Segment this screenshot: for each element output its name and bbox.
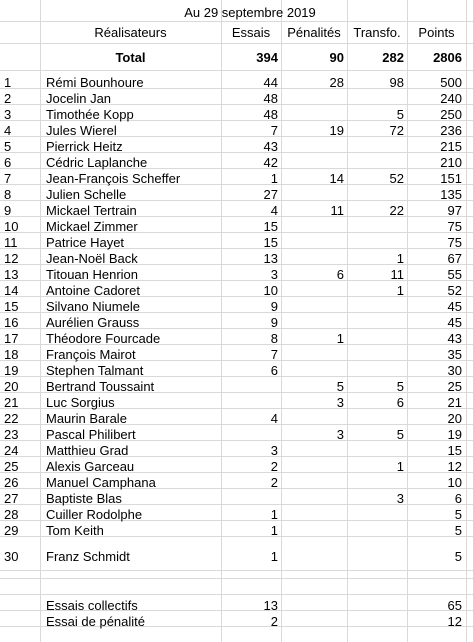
row-cell-penalites[interactable]: 11	[330, 203, 344, 218]
row-cell-transfo[interactable]: 5	[396, 379, 404, 394]
grid-column-line	[40, 0, 41, 642]
row-cell-points[interactable]: 210	[440, 155, 462, 170]
grid-row-line	[0, 70, 473, 71]
row-cell-name[interactable]: Bertrand Toussaint	[46, 379, 155, 394]
row-cell-rank[interactable]: 29	[4, 523, 19, 538]
row-cell-transfo[interactable]: 52	[389, 171, 404, 186]
row-cell-essais[interactable]: 42	[263, 155, 278, 170]
row-cell-name[interactable]: Aurélien Grauss	[46, 315, 140, 330]
row-cell-essais[interactable]: 1	[270, 171, 278, 186]
row-cell-transfo[interactable]: 5	[396, 427, 404, 442]
row-cell-name[interactable]: Manuel Camphana	[46, 475, 156, 490]
row-cell-essais[interactable]: 7	[270, 347, 278, 362]
row-cell-points[interactable]: 43	[447, 331, 462, 346]
row-cell-essais[interactable]: 2	[270, 459, 278, 474]
row-cell-rank[interactable]: 14	[4, 283, 19, 298]
row-cell-essais[interactable]: 1	[270, 507, 278, 522]
row-cell-essais[interactable]: 44	[263, 75, 278, 90]
footer-cell-name[interactable]: Essai de pénalité	[46, 614, 146, 629]
row-cell-transfo[interactable]: 1	[396, 283, 404, 298]
row-cell-points[interactable]: 500	[440, 75, 462, 90]
grid-row-line	[0, 594, 473, 595]
row-cell-points[interactable]: 15	[447, 443, 462, 458]
total-label[interactable]: Total	[115, 50, 146, 65]
row-cell-name[interactable]: Stephen Talmant	[46, 363, 144, 378]
footer-cell-points[interactable]: 12	[447, 614, 462, 629]
header-essais[interactable]: Essais	[231, 25, 271, 40]
row-cell-points[interactable]: 25	[447, 379, 462, 394]
row-cell-essais[interactable]: 13	[263, 251, 278, 266]
total-transfo[interactable]: 282	[382, 50, 404, 65]
row-cell-rank[interactable]: 23	[4, 427, 19, 442]
row-cell-name[interactable]: Antoine Cadoret	[46, 283, 140, 298]
row-cell-name[interactable]: Rémi Bounhoure	[46, 75, 144, 90]
row-cell-rank[interactable]: 3	[4, 107, 12, 122]
row-cell-points[interactable]: 236	[440, 123, 462, 138]
row-cell-essais[interactable]: 2	[270, 475, 278, 490]
row-cell-rank[interactable]: 18	[4, 347, 19, 362]
row-cell-rank[interactable]: 7	[4, 171, 12, 186]
row-cell-penalites[interactable]: 3	[336, 395, 344, 410]
row-cell-penalites[interactable]: 1	[336, 331, 344, 346]
row-cell-essais[interactable]: 15	[263, 235, 278, 250]
row-cell-rank[interactable]: 4	[4, 123, 12, 138]
row-cell-points[interactable]: 55	[447, 267, 462, 282]
row-cell-name[interactable]: Luc Sorgius	[46, 395, 115, 410]
row-cell-points[interactable]: 35	[447, 347, 462, 362]
row-cell-transfo[interactable]: 11	[390, 267, 404, 282]
row-cell-rank[interactable]: 10	[4, 219, 19, 234]
row-cell-essais[interactable]: 43	[263, 139, 278, 154]
row-cell-name[interactable]: Pascal Philibert	[46, 427, 136, 442]
date-header[interactable]: Au 29 septembre 2019	[184, 5, 316, 20]
row-cell-penalites[interactable]: 5	[336, 379, 344, 394]
row-cell-points[interactable]: 45	[447, 315, 462, 330]
row-cell-rank[interactable]: 2	[4, 91, 12, 106]
clipped-row	[0, 575, 473, 583]
row-cell-name[interactable]: Timothée Kopp	[46, 107, 134, 122]
row-cell-essais[interactable]: 10	[263, 283, 278, 298]
row-cell-points[interactable]: 75	[447, 235, 462, 250]
row-cell-transfo[interactable]: 22	[389, 203, 404, 218]
row-cell-transfo[interactable]: 6	[396, 395, 404, 410]
row-cell-essais[interactable]: 48	[263, 107, 278, 122]
grid-column-line	[466, 0, 467, 642]
row-cell-points[interactable]: 151	[440, 171, 462, 186]
row-cell-name[interactable]: Jean-Noël Back	[46, 251, 138, 266]
row-cell-essais[interactable]: 7	[270, 123, 278, 138]
row-cell-penalites[interactable]: 14	[329, 171, 344, 186]
footer-cell-essais[interactable]: 13	[263, 598, 278, 613]
row-cell-points[interactable]: 97	[447, 203, 462, 218]
footer-cell-essais[interactable]: 2	[270, 614, 278, 629]
row-cell-name[interactable]: Pierrick Heitz	[46, 139, 123, 154]
row-cell-transfo[interactable]: 98	[389, 75, 404, 90]
row-cell-rank[interactable]: 20	[4, 379, 19, 394]
row-cell-name[interactable]: Théodore Fourcade	[46, 331, 161, 346]
row-cell-rank[interactable]: 16	[4, 315, 19, 330]
row-cell-penalites[interactable]: 6	[336, 267, 344, 282]
row-cell-name[interactable]: Mickael Tertrain	[46, 203, 137, 218]
row-cell-name[interactable]: Maurin Barale	[46, 411, 127, 426]
row-cell-points[interactable]: 5	[454, 549, 462, 564]
row-cell-name[interactable]: Titouan Henrion	[46, 267, 139, 282]
row-cell-essais[interactable]: 27	[263, 187, 278, 202]
row-cell-points[interactable]: 135	[440, 187, 462, 202]
row-cell-name[interactable]: Patrice Hayet	[46, 235, 125, 250]
row-cell-essais[interactable]: 3	[270, 443, 278, 458]
row-cell-essais[interactable]: 3	[270, 267, 278, 282]
row-cell-name[interactable]: Jules Wierel	[46, 123, 117, 138]
row-cell-points[interactable]: 6	[454, 491, 462, 506]
row-cell-essais[interactable]: 9	[270, 315, 278, 330]
grid-row-line	[0, 43, 473, 44]
row-cell-name[interactable]: Cédric Laplanche	[46, 155, 148, 170]
row-cell-rank[interactable]: 22	[4, 411, 19, 426]
row-cell-points[interactable]: 215	[440, 139, 462, 154]
row-cell-name[interactable]: Baptiste Blas	[46, 491, 122, 506]
header-realisateurs[interactable]: Réalisateurs	[94, 25, 167, 40]
row-cell-points[interactable]: 75	[447, 219, 462, 234]
row-cell-name[interactable]: François Mairot	[46, 347, 136, 362]
row-cell-essais[interactable]: 4	[270, 203, 278, 218]
row-cell-name[interactable]: Jean-François Scheffer	[46, 171, 181, 186]
row-cell-rank[interactable]: 12	[4, 251, 19, 266]
row-cell-rank[interactable]: 24	[4, 443, 19, 458]
grid-row-line	[0, 21, 473, 22]
row-cell-penalites[interactable]: 19	[329, 123, 344, 138]
row-cell-points[interactable]: 20	[447, 411, 462, 426]
grid-column-line	[347, 0, 348, 642]
row-cell-name[interactable]: Tom Keith	[46, 523, 104, 538]
row-cell-points[interactable]: 250	[440, 107, 462, 122]
row-cell-penalites[interactable]: 3	[336, 427, 344, 442]
row-cell-name[interactable]: Matthieu Grad	[46, 443, 129, 458]
row-cell-essais[interactable]: 1	[270, 549, 278, 564]
row-cell-transfo[interactable]: 3	[396, 491, 404, 506]
row-cell-rank[interactable]: 15	[4, 299, 19, 314]
row-cell-essais[interactable]: 9	[270, 299, 278, 314]
row-cell-points[interactable]: 19	[447, 427, 462, 442]
row-cell-essais[interactable]: 1	[270, 523, 278, 538]
row-cell-points[interactable]: 52	[447, 283, 462, 298]
row-cell-rank[interactable]: 9	[4, 203, 12, 218]
row-cell-rank[interactable]: 13	[4, 267, 19, 282]
row-cell-rank[interactable]: 5	[4, 139, 12, 154]
total-points[interactable]: 2806	[433, 50, 462, 65]
total-penalites[interactable]: 90	[329, 50, 344, 65]
row-cell-points[interactable]: 21	[447, 395, 462, 410]
header-points[interactable]: Points	[418, 25, 455, 40]
row-cell-essais[interactable]: 4	[270, 411, 278, 426]
row-cell-transfo[interactable]: 72	[389, 123, 404, 138]
row-cell-rank[interactable]: 28	[4, 507, 19, 522]
row-cell-rank[interactable]: 25	[4, 459, 19, 474]
row-cell-name[interactable]: Mickael Zimmer	[46, 219, 138, 234]
row-cell-rank[interactable]: 17	[4, 331, 19, 346]
row-cell-penalites[interactable]: 28	[329, 75, 344, 90]
row-cell-points[interactable]: 5	[454, 523, 462, 538]
row-cell-name[interactable]: Julien Schelle	[46, 187, 127, 202]
row-cell-points[interactable]: 240	[440, 91, 462, 106]
header-transfo[interactable]: Transfo.	[353, 25, 401, 40]
row-cell-rank[interactable]: 1	[4, 75, 12, 90]
row-cell-points[interactable]: 5	[454, 507, 462, 522]
row-cell-name[interactable]: Jocelin Jan	[46, 91, 112, 106]
footer-cell-points[interactable]: 65	[447, 598, 462, 613]
footer-cell-name[interactable]: Essais collectifs	[46, 598, 138, 613]
row-cell-rank[interactable]: 27	[4, 491, 19, 506]
row-cell-rank[interactable]: 21	[4, 395, 19, 410]
row-cell-points[interactable]: 45	[447, 299, 462, 314]
row-cell-rank[interactable]: 6	[4, 155, 12, 170]
row-cell-rank[interactable]: 8	[4, 187, 12, 202]
row-cell-points[interactable]: 12	[447, 459, 462, 474]
row-cell-name[interactable]: Silvano Niumele	[46, 299, 140, 314]
row-cell-points[interactable]: 67	[447, 251, 462, 266]
row-cell-name[interactable]: Cuiller Rodolphe	[46, 507, 143, 522]
row-cell-essais[interactable]: 6	[270, 363, 278, 378]
header-penalites[interactable]: Pénalités	[287, 25, 341, 40]
row-cell-points[interactable]: 10	[447, 475, 462, 490]
row-cell-essais[interactable]: 8	[270, 331, 278, 346]
grid-row-line	[0, 570, 473, 571]
row-cell-transfo[interactable]: 5	[396, 107, 404, 122]
row-cell-rank[interactable]: 30	[4, 549, 19, 564]
row-cell-transfo[interactable]: 1	[396, 251, 404, 266]
row-cell-essais[interactable]: 48	[263, 91, 278, 106]
row-cell-rank[interactable]: 19	[4, 363, 19, 378]
total-essais[interactable]: 394	[256, 50, 278, 65]
row-cell-transfo[interactable]: 1	[396, 459, 404, 474]
grid-column-line	[281, 0, 282, 642]
row-cell-name[interactable]: Alexis Garceau	[46, 459, 135, 474]
row-cell-points[interactable]: 30	[447, 363, 462, 378]
row-cell-name[interactable]: Franz Schmidt	[46, 549, 130, 564]
row-cell-essais[interactable]: 15	[263, 219, 278, 234]
row-cell-rank[interactable]: 26	[4, 475, 19, 490]
row-cell-rank[interactable]: 11	[4, 235, 18, 250]
